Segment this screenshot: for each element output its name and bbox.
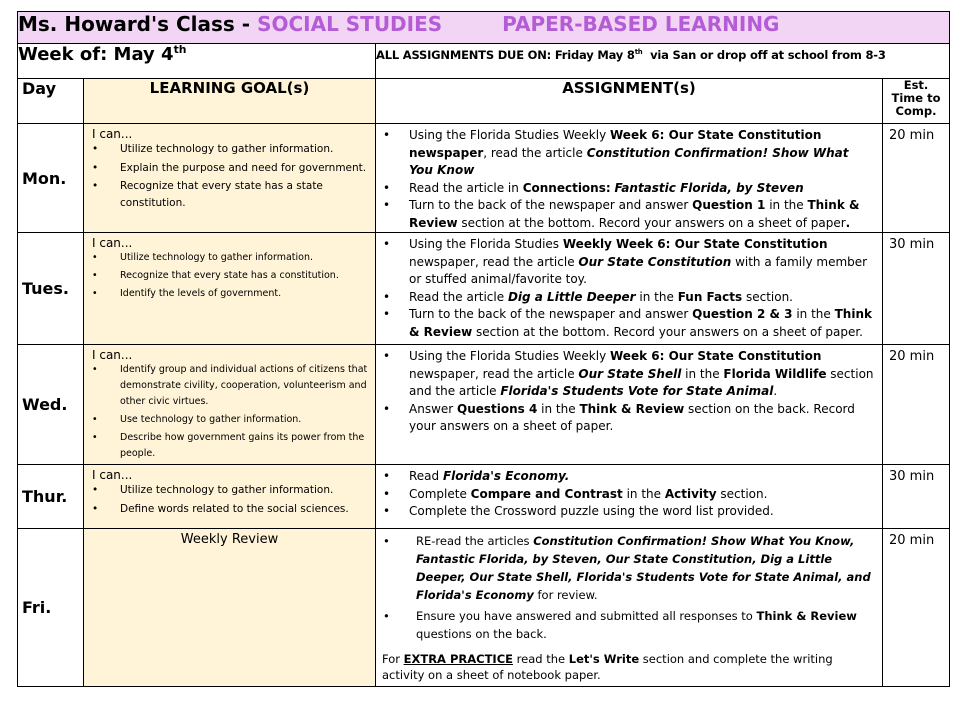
extra-practice-note: For EXTRA PRACTICE read the Let's Write section and complete the writing activity on a sheet of notebook paper. xyxy=(382,652,833,682)
due-cell xyxy=(376,44,950,79)
assignment-item: • Complete the Crossword puzzle using the word list provided. xyxy=(376,503,876,521)
learning-goals-cell xyxy=(84,345,376,465)
goal-list xyxy=(84,482,375,517)
assignment-item: • Using the Florida Studies Weekly Week 6: Our State Constitution newspaper, read the article Constitution Confirmation! Show What You Know xyxy=(376,127,876,180)
goal-item: • Recognize that every state has a state constitution. xyxy=(84,178,375,211)
assignments-cell xyxy=(376,124,883,233)
assignment-item: • Turn to the back of the newspaper and answer Question 2 & 3 in the Think & Review section at the bottom. Record your answers on a sheet of paper. xyxy=(376,306,876,341)
day-row xyxy=(18,345,950,465)
assignments-cell xyxy=(376,345,883,465)
estimated-time: 30 min xyxy=(883,233,950,345)
goal-item: • Identify group and individual actions of citizens that demonstrate civility, cooperation, volunteerism and other civic virtues. xyxy=(84,362,375,410)
learning-goals-cell xyxy=(84,124,376,233)
class-title: Ms. Howard's Class - xyxy=(18,12,258,36)
day-row xyxy=(18,465,950,529)
assignment-item: • Read Florida's Economy. xyxy=(376,468,876,486)
assignment-list xyxy=(376,124,882,232)
estimated-time: 20 min xyxy=(883,124,950,233)
assignment-list xyxy=(376,233,882,341)
title-row xyxy=(18,12,950,44)
day-label: Tues. xyxy=(18,233,84,345)
assignment-list xyxy=(376,529,882,643)
day-row xyxy=(18,124,950,233)
goal-item: • Utilize technology to gather information. xyxy=(84,250,375,266)
day-label: Wed. xyxy=(18,345,84,465)
title-cell xyxy=(18,12,950,44)
day-row xyxy=(18,529,950,687)
assignments-column-header: ASSIGNMENT(s) xyxy=(376,79,883,124)
assignment-item: • Using the Florida Studies Weekly Week 6: Our State Constitution newspaper, read the article Our State Constitution with a family member or stuffed animal/favorite toy. xyxy=(376,236,876,289)
estimated-time: 20 min xyxy=(883,529,950,687)
day-row xyxy=(18,233,950,345)
assignments-cell xyxy=(376,465,883,529)
i-can-label: I can... xyxy=(92,348,133,362)
day-label: Thur. xyxy=(18,465,84,529)
goal-item: • Explain the purpose and need for government. xyxy=(84,160,375,177)
day-column-header: Day xyxy=(18,79,84,124)
assignment-item: • Turn to the back of the newspaper and answer Question 1 in the Think & Review section at the bottom. Record your answers on a sheet of paper. xyxy=(376,197,876,232)
assignment-item: • Using the Florida Studies Weekly Week 6: Our State Constitution newspaper, read the article Our State Shell in the Florida Wildlife section and the article Florida's Students Vote for State Animal. xyxy=(376,348,876,401)
assignment-item: • Complete Compare and Contrast in the Activity section. xyxy=(376,486,876,504)
estimated-time: 30 min xyxy=(883,465,950,529)
i-can-label: I can... xyxy=(92,127,133,141)
i-can-label: I can... xyxy=(92,468,133,482)
due-date-notice: ALL ASSIGNMENTS DUE ON: Friday May 8th via San or drop off at school from 8-3 xyxy=(376,48,886,62)
goal-list xyxy=(84,362,375,462)
assignments-cell xyxy=(376,233,883,345)
subject-title: SOCIAL STUDIES xyxy=(257,12,443,36)
estimated-time: 20 min xyxy=(883,345,950,465)
assignment-item: • Ensure you have answered and submitted all responses to Think & Review questions on the back. xyxy=(376,607,876,643)
column-header-row xyxy=(18,79,950,124)
goal-item: • Describe how government gains its power from the people. xyxy=(84,430,375,462)
goal-item: • Identify the levels of government. xyxy=(84,286,375,302)
day-label: Fri. xyxy=(18,529,84,687)
goal-item: • Utilize technology to gather information. xyxy=(84,141,375,158)
assignment-item: • Answer Questions 4 in the Think & Review section on the back. Record your answers on a sheet of paper. xyxy=(376,401,876,436)
assignment-list xyxy=(376,465,882,521)
learning-goals-cell xyxy=(84,233,376,345)
assignment-list xyxy=(376,345,882,436)
goal-list xyxy=(84,141,375,211)
goals-column-header: LEARNING GOAL(s) xyxy=(84,79,376,124)
goal-item: • Recognize that every state has a constitution. xyxy=(84,268,375,284)
learning-goals-cell xyxy=(84,465,376,529)
goal-list xyxy=(84,250,375,302)
goal-item: • Use technology to gather information. xyxy=(84,412,375,428)
time-column-header: Est. Time to Comp. xyxy=(883,79,950,124)
lesson-plan-table xyxy=(17,11,950,687)
week-row xyxy=(18,44,950,79)
goal-item: • Define words related to the social sciences. xyxy=(84,501,375,518)
goal-item: • Utilize technology to gather information. xyxy=(84,482,375,499)
week-cell xyxy=(18,44,376,79)
weekly-review-label: Weekly Review xyxy=(180,532,279,547)
assignment-item: • Read the article in Connections: Fantastic Florida, by Steven xyxy=(376,180,876,198)
assignment-item: • Read the article Dig a Little Deeper in the Fun Facts section. xyxy=(376,289,876,307)
week-of-label: Week of: May 4th xyxy=(18,43,187,65)
learning-mode: PAPER-BASED LEARNING xyxy=(502,12,780,36)
learning-goals-cell xyxy=(84,529,376,687)
assignment-item: • RE-read the articles Constitution Confirmation! Show What You Know, Fantastic Florida, by Steven, Our State Constitution, Dig a Little Deeper, Our State Shell, Florida's Students Vote for State Animal, and Florida's Economy for review. xyxy=(376,532,876,604)
day-label: Mon. xyxy=(18,124,84,233)
assignments-cell xyxy=(376,529,883,687)
i-can-label: I can... xyxy=(92,236,133,250)
